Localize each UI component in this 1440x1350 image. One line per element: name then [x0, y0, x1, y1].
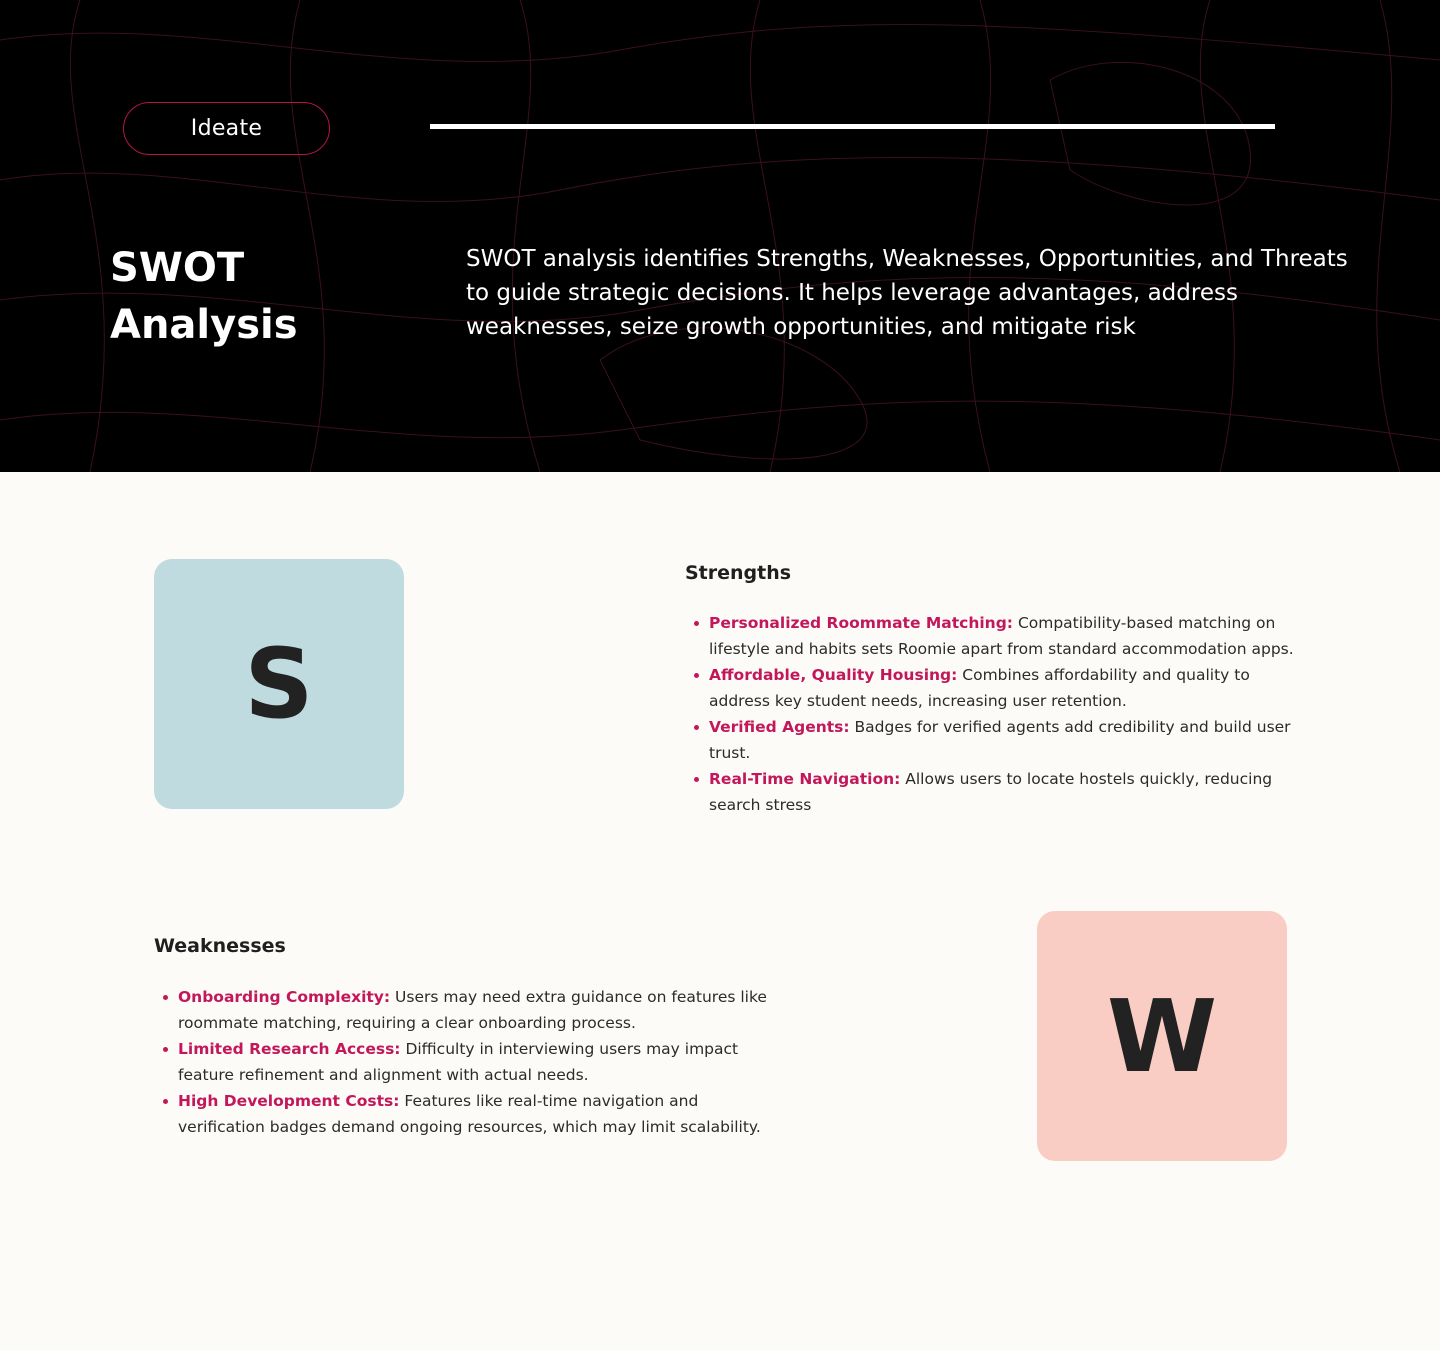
- list-item: [154, 1036, 774, 1088]
- point-label: Affordable, Quality Housing:: [709, 666, 958, 684]
- point-text: Combines affordability and quality to address key student needs, increasing user retention.: [709, 666, 1250, 710]
- ideate-tag: Ideate: [123, 102, 330, 155]
- strengths-heading: Strengths: [685, 562, 792, 584]
- point-label: Onboarding Complexity:: [178, 988, 391, 1006]
- point-label: Real-Time Navigation:: [709, 770, 901, 788]
- list-item: [685, 662, 1295, 714]
- hero-divider: [430, 124, 1275, 129]
- list-item: [685, 610, 1295, 662]
- hero-section: [0, 0, 1440, 472]
- page-title: SWOT Analysis: [110, 245, 298, 348]
- list-item: [685, 714, 1295, 766]
- weaknesses-letter-tile: W: [1037, 911, 1287, 1161]
- weaknesses-list: [154, 984, 774, 1140]
- strengths-letter-tile: S: [154, 559, 404, 809]
- hero-description: SWOT analysis identifies Strengths, Weaknesses, Opportunities, and Threats to guide strategic decisions. It helps leverage advantages, address weaknesses, seize growth opportunities, and mitigate risk: [466, 246, 1348, 340]
- point-label: Personalized Roommate Matching:: [709, 614, 1014, 632]
- list-item: [154, 984, 774, 1036]
- strengths-list: [685, 610, 1295, 818]
- weaknesses-heading: Weaknesses: [154, 935, 286, 957]
- topographic-background: [0, 0, 1440, 472]
- point-text: Allows users to locate hostels quickly, reducing search stress: [709, 770, 1273, 814]
- point-text: Compatibility-based matching on lifestyle and habits sets Roomie apart from standard accommodation apps.: [709, 614, 1294, 658]
- point-text: Badges for verified agents add credibility and build user trust.: [709, 718, 1291, 762]
- point-text: Users may need extra guidance on features like roommate matching, requiring a clear onboarding process.: [178, 988, 767, 1032]
- point-label: High Development Costs:: [178, 1092, 400, 1110]
- list-item: [154, 1088, 774, 1140]
- point-label: Limited Research Access:: [178, 1040, 401, 1058]
- point-label: Verified Agents:: [709, 718, 850, 736]
- point-text: Difficulty in interviewing users may impact feature refinement and alignment with actual needs.: [178, 1040, 739, 1084]
- list-item: [685, 766, 1295, 818]
- point-text: Features like real-time navigation and verification badges demand ongoing resources, which may limit scalability.: [178, 1092, 761, 1136]
